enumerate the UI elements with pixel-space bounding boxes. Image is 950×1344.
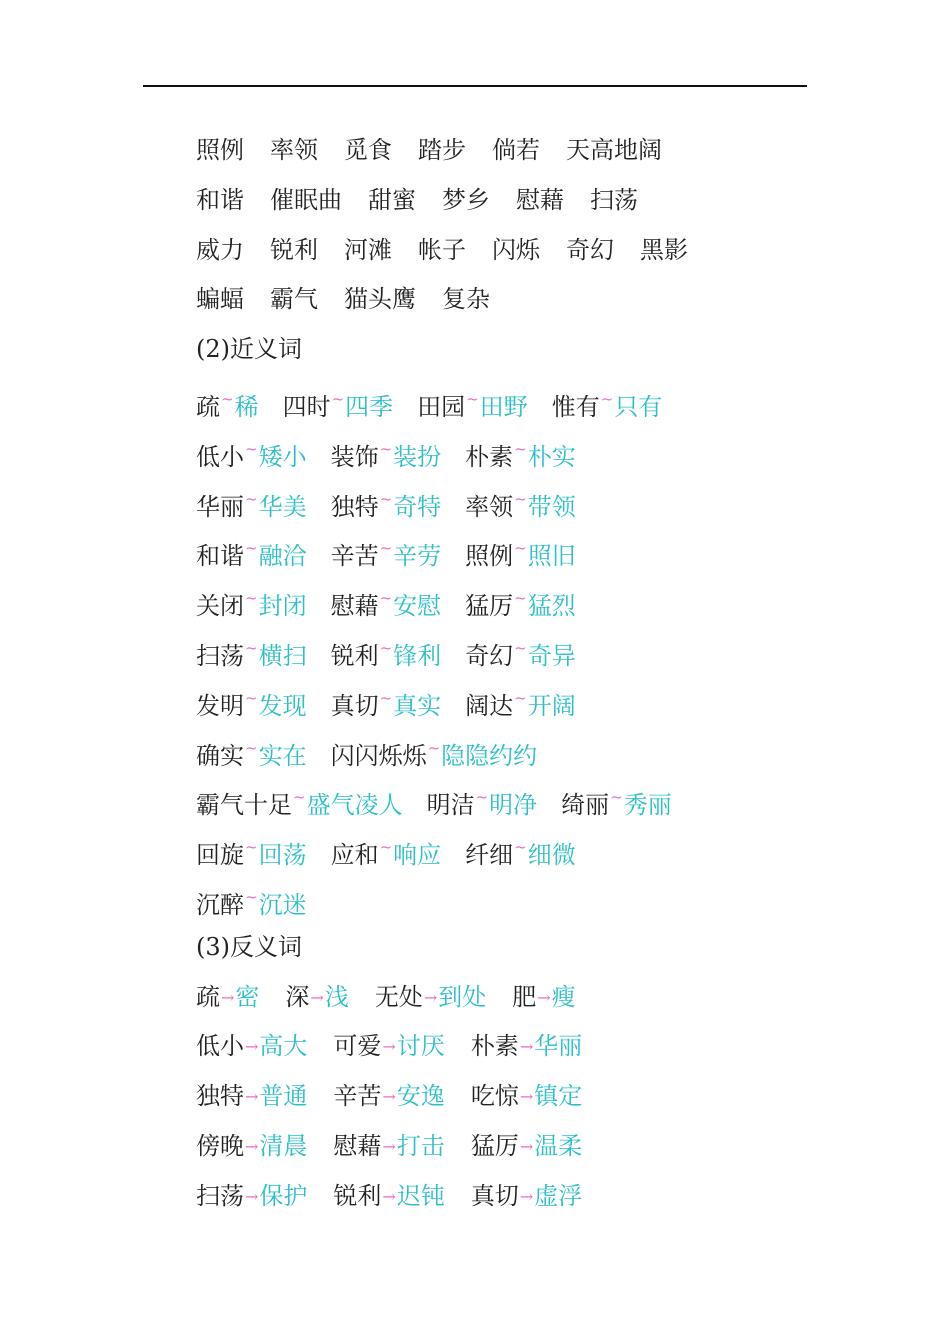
synonym-answer: 沉迷 xyxy=(258,890,307,919)
antonym-answer: 镇定 xyxy=(534,1082,583,1111)
antonym-pair xyxy=(333,1022,444,1072)
synonym-answer: 发现 xyxy=(258,691,307,720)
antonym-separator: → xyxy=(245,1087,259,1107)
synonym-answer: 响应 xyxy=(393,841,442,870)
synonym-separator: ~ xyxy=(245,489,258,508)
antonym-pair xyxy=(196,1072,307,1122)
synonym-answer: 融洽 xyxy=(258,542,307,571)
antonym-answer: 普通 xyxy=(259,1082,308,1111)
synonym-line xyxy=(196,624,836,674)
antonym-separator: → xyxy=(519,1037,534,1057)
synonym-answer: 奇异 xyxy=(527,641,576,670)
antonym-separator: → xyxy=(221,987,235,1007)
antonym-word: 吃惊 xyxy=(470,1082,519,1111)
synonym-word: 疏 xyxy=(196,392,220,421)
vocab-word: 倘若 xyxy=(492,136,540,164)
synonym-word: 奇幻 xyxy=(465,641,514,670)
vocab-word: 梦乡 xyxy=(442,185,490,214)
antonym-heading: (3)反义词 xyxy=(196,932,302,961)
synonym-word: 慰藉 xyxy=(330,592,379,621)
worksheet-content xyxy=(196,126,836,1222)
antonym-separator: → xyxy=(519,1087,534,1107)
synonym-answer: 开阔 xyxy=(527,691,576,720)
synonym-answer: 稀 xyxy=(234,392,259,421)
synonym-answer: 明净 xyxy=(489,791,538,820)
synonym-line xyxy=(196,674,836,724)
synonym-separator: ~ xyxy=(379,589,393,608)
vocabulary-section xyxy=(196,126,836,325)
synonym-word: 绮丽 xyxy=(561,791,610,820)
synonym-word: 装饰 xyxy=(330,442,379,471)
synonym-word: 低小 xyxy=(196,442,244,471)
antonym-word: 无处 xyxy=(374,982,423,1011)
antonym-section xyxy=(196,973,836,1222)
synonym-answer: 锋利 xyxy=(393,641,442,670)
synonym-separator: ~ xyxy=(379,688,393,707)
vocab-word: 奇幻 xyxy=(566,235,614,264)
synonym-word: 发明 xyxy=(196,691,244,720)
synonym-word: 关闭 xyxy=(196,592,244,621)
synonym-word: 明洁 xyxy=(426,791,475,820)
antonym-separator: → xyxy=(382,1136,396,1156)
synonym-word: 猛厉 xyxy=(465,592,514,621)
synonym-separator: ~ xyxy=(600,389,614,408)
vocab-word: 闪烁 xyxy=(492,235,540,264)
synonym-separator: ~ xyxy=(514,638,527,657)
synonym-answer: 朴实 xyxy=(527,442,576,471)
antonym-separator: → xyxy=(423,987,438,1007)
synonym-answer: 真实 xyxy=(393,691,442,720)
vocab-word: 锐利 xyxy=(270,235,318,264)
synonym-separator: ~ xyxy=(475,788,489,807)
antonym-word: 傍晚 xyxy=(196,1131,244,1160)
antonym-line xyxy=(196,1072,836,1122)
synonym-word: 确实 xyxy=(196,741,244,770)
vocab-word: 威力 xyxy=(196,235,244,264)
synonym-word: 华丽 xyxy=(196,492,244,521)
synonym-separator: ~ xyxy=(245,887,258,906)
vocab-word: 蝙蝠 xyxy=(196,285,244,314)
synonym-word: 辛苦 xyxy=(330,542,379,571)
vocab-word: 复杂 xyxy=(442,285,490,314)
antonym-word: 锐利 xyxy=(333,1181,382,1210)
antonym-pair xyxy=(196,1172,307,1222)
synonym-line xyxy=(196,574,836,624)
antonym-pair xyxy=(333,1072,444,1122)
antonym-word: 可爱 xyxy=(333,1032,382,1061)
synonym-line xyxy=(196,425,836,475)
antonym-answer: 虚浮 xyxy=(534,1181,583,1210)
antonym-separator: → xyxy=(245,1186,259,1206)
synonym-line xyxy=(196,823,836,873)
synonym-answer: 实在 xyxy=(258,741,307,770)
antonym-answer: 华丽 xyxy=(534,1032,583,1061)
vocab-word: 帐子 xyxy=(418,235,466,264)
vocab-word: 黑影 xyxy=(640,235,688,264)
vocab-word: 霸气 xyxy=(270,285,318,314)
synonym-pair xyxy=(465,823,576,881)
antonym-line xyxy=(196,1172,836,1222)
synonym-answer: 细微 xyxy=(527,841,576,870)
antonym-word: 猛厉 xyxy=(470,1131,519,1160)
antonym-word: 扫荡 xyxy=(196,1181,244,1210)
synonym-separator: ~ xyxy=(379,439,393,458)
antonym-separator: → xyxy=(519,1186,534,1206)
antonym-pair xyxy=(471,1172,582,1222)
vocab-line xyxy=(196,176,836,226)
synonym-separator: ~ xyxy=(379,489,393,508)
synonym-answer: 装扮 xyxy=(393,442,442,471)
synonym-heading: (2)近义词 xyxy=(196,335,302,364)
synonym-word: 沉醉 xyxy=(196,890,244,919)
antonym-separator: → xyxy=(245,1037,259,1057)
synonym-word: 照例 xyxy=(465,542,514,571)
synonym-word: 锐利 xyxy=(330,641,379,670)
synonym-separator: ~ xyxy=(514,589,527,608)
antonym-word: 辛苦 xyxy=(333,1082,382,1111)
antonym-answer: 安逸 xyxy=(396,1082,445,1111)
antonym-word: 疏 xyxy=(196,982,220,1011)
synonym-separator: ~ xyxy=(514,539,527,558)
synonym-separator: ~ xyxy=(245,688,258,707)
synonym-answer: 照旧 xyxy=(527,542,576,571)
antonym-pair xyxy=(333,1122,444,1172)
synonym-word: 和谐 xyxy=(196,542,244,571)
synonym-separator: ~ xyxy=(245,589,258,608)
synonym-word: 应和 xyxy=(330,841,379,870)
antonym-pair xyxy=(471,1122,582,1172)
synonym-separator: ~ xyxy=(245,638,258,657)
antonym-answer: 保护 xyxy=(259,1181,308,1210)
vocab-word: 慰藉 xyxy=(516,185,564,214)
vocab-word: 河滩 xyxy=(344,235,392,264)
synonym-word: 闪闪烁烁 xyxy=(330,741,427,770)
antonym-word: 肥 xyxy=(512,982,537,1011)
synonym-separator: ~ xyxy=(221,389,234,408)
vocab-word: 猫头鹰 xyxy=(344,285,416,314)
antonym-pair xyxy=(471,1072,582,1122)
synonym-separator: ~ xyxy=(379,638,393,657)
synonym-answer: 隐隐约约 xyxy=(441,741,538,770)
vocab-word: 扫荡 xyxy=(590,185,638,214)
synonym-answer: 带领 xyxy=(527,492,576,521)
antonym-separator: → xyxy=(519,1136,534,1156)
synonym-line xyxy=(196,773,836,823)
vocab-line xyxy=(196,126,836,176)
antonym-pair xyxy=(196,973,259,1023)
synonym-answer: 奇特 xyxy=(393,492,442,521)
synonym-separator: ~ xyxy=(331,389,345,408)
synonym-line xyxy=(196,524,836,574)
synonym-word: 纤细 xyxy=(465,841,514,870)
synonym-answer: 盛气凌人 xyxy=(306,791,403,820)
synonym-answer: 田野 xyxy=(479,392,528,421)
synonym-line xyxy=(196,375,836,425)
synonym-word: 回旋 xyxy=(196,841,244,870)
synonym-answer: 辛劳 xyxy=(393,542,442,571)
antonym-answer: 浅 xyxy=(324,982,349,1011)
antonym-separator: → xyxy=(310,987,324,1007)
antonym-answer: 到处 xyxy=(438,982,487,1011)
vocab-word: 觅食 xyxy=(344,136,392,164)
synonym-answer: 猛烈 xyxy=(527,592,576,621)
synonym-line xyxy=(196,724,836,774)
antonym-separator: → xyxy=(245,1136,259,1156)
antonym-separator: → xyxy=(382,1087,396,1107)
antonym-separator: → xyxy=(382,1186,396,1206)
synonym-separator: ~ xyxy=(293,788,306,807)
antonym-pair xyxy=(471,1022,582,1072)
vocab-word: 率领 xyxy=(270,136,318,164)
vocab-word: 踏步 xyxy=(418,136,466,164)
vocab-word: 照例 xyxy=(196,136,244,164)
synonym-separator: ~ xyxy=(379,539,393,558)
synonym-separator: ~ xyxy=(245,539,258,558)
synonym-separator: ~ xyxy=(245,439,258,458)
synonym-word: 扫荡 xyxy=(196,641,244,670)
synonym-answer: 矮小 xyxy=(258,442,307,471)
antonym-separator: → xyxy=(537,987,551,1007)
vocab-word: 天高地阔 xyxy=(566,136,662,164)
synonym-answer: 四季 xyxy=(345,392,394,421)
synonym-word: 朴素 xyxy=(465,442,514,471)
antonym-pair xyxy=(196,1022,307,1072)
synonym-separator: ~ xyxy=(514,688,527,707)
synonym-answer: 封闭 xyxy=(258,592,307,621)
vocab-word: 催眠曲 xyxy=(270,185,342,214)
synonym-answer: 华美 xyxy=(258,492,307,521)
synonym-pair xyxy=(331,823,442,881)
synonym-word: 阔达 xyxy=(465,691,514,720)
synonym-answer: 安慰 xyxy=(393,592,442,621)
synonym-word: 率领 xyxy=(465,492,514,521)
antonym-answer: 密 xyxy=(235,982,260,1011)
synonym-answer: 只有 xyxy=(614,392,663,421)
antonym-word: 真切 xyxy=(470,1181,519,1210)
synonym-separator: ~ xyxy=(245,738,258,757)
synonym-answer: 横扫 xyxy=(258,641,307,670)
synonym-separator: ~ xyxy=(514,489,527,508)
synonym-word: 霸气十足 xyxy=(196,791,292,820)
antonym-line xyxy=(196,1122,836,1172)
synonym-word: 真切 xyxy=(330,691,379,720)
top-rule xyxy=(143,85,807,87)
antonym-answer: 迟钝 xyxy=(396,1181,445,1210)
antonym-word: 朴素 xyxy=(470,1032,519,1061)
antonym-separator: → xyxy=(382,1037,396,1057)
synonym-word: 惟有 xyxy=(551,392,600,421)
antonym-answer: 瘦 xyxy=(551,982,576,1011)
synonym-word: 独特 xyxy=(330,492,379,521)
antonym-pair xyxy=(285,973,348,1023)
vocab-line xyxy=(196,226,836,276)
antonym-line xyxy=(196,1022,836,1072)
synonym-separator: ~ xyxy=(610,788,623,807)
antonym-word: 慰藉 xyxy=(333,1131,382,1160)
vocab-word: 甜蜜 xyxy=(368,185,416,214)
antonym-answer: 打击 xyxy=(396,1131,445,1160)
synonym-separator: ~ xyxy=(514,439,527,458)
antonym-pair xyxy=(333,1172,444,1222)
synonym-answer: 回荡 xyxy=(258,841,307,870)
antonym-line xyxy=(196,973,836,1023)
synonym-separator: ~ xyxy=(466,389,479,408)
vocab-line xyxy=(196,275,836,325)
antonym-answer: 清晨 xyxy=(259,1131,308,1160)
synonym-line xyxy=(196,475,836,525)
antonym-pair xyxy=(512,973,575,1023)
synonym-separator: ~ xyxy=(427,738,441,757)
antonym-word: 低小 xyxy=(196,1032,244,1061)
antonym-word: 深 xyxy=(285,982,310,1011)
synonym-section xyxy=(196,375,836,923)
synonym-word: 田园 xyxy=(417,392,466,421)
antonym-answer: 高大 xyxy=(259,1032,308,1061)
synonym-separator: ~ xyxy=(245,838,258,857)
synonym-word: 四时 xyxy=(282,392,331,421)
antonym-pair xyxy=(196,1122,307,1172)
antonym-pair xyxy=(375,973,486,1023)
synonym-answer: 秀丽 xyxy=(623,791,672,820)
antonym-word: 独特 xyxy=(196,1082,244,1111)
antonym-answer: 讨厌 xyxy=(396,1032,445,1061)
synonym-separator: ~ xyxy=(379,838,393,857)
antonym-answer: 温柔 xyxy=(534,1131,583,1160)
vocab-word: 和谐 xyxy=(196,185,244,214)
synonym-separator: ~ xyxy=(514,838,527,857)
